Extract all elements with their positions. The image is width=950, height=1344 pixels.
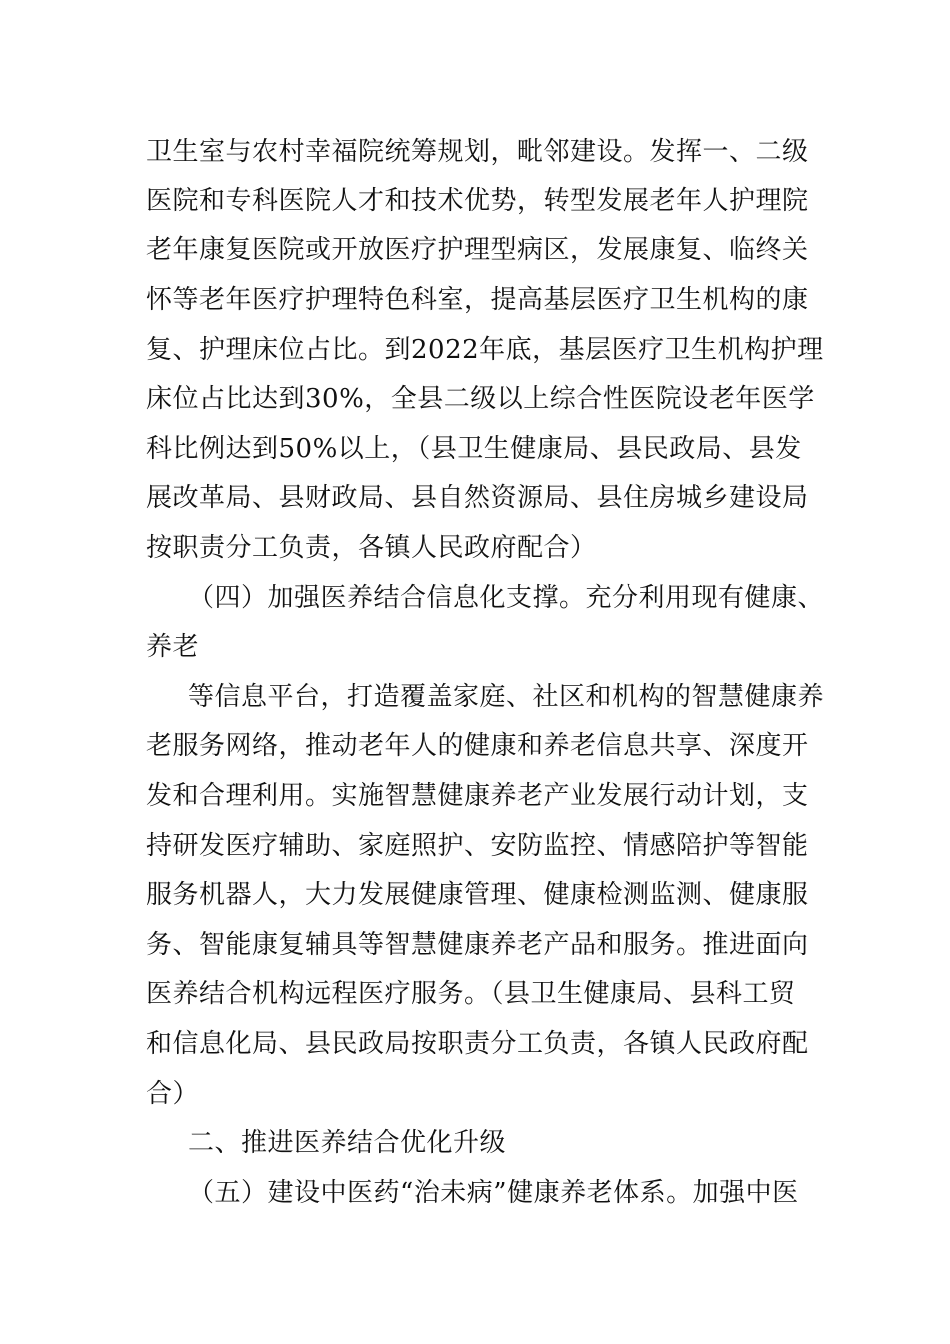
chapter-heading-2: 二、推进医养结合优化升级: [188, 1128, 507, 1158]
body-text-line: 持研发医疗辅助、家庭照护、安防监控、情感陪护等智能: [146, 831, 809, 861]
body-text-line: 服务机器人，大力发展健康管理、健康检测监测、健康服: [146, 880, 809, 910]
body-text-line: 和信息化局、县民政局按职责分工负责，各镇人民政府配: [146, 1029, 809, 1059]
body-text-line: 发和合理利用。实施智慧健康养老产业发展行动计划，支: [146, 781, 809, 811]
body-text-line: 医养结合机构远程医疗服务。（县卫生健康局、县科工贸: [146, 979, 796, 1009]
body-text-line: 床位占比达到30%，全县二级以上综合性医院设老年医学: [146, 384, 815, 414]
body-text-line: 展改革局、县财政局、县自然资源局、县住房城乡建设局: [146, 483, 809, 513]
section-heading-5: （五）建设中医药“治未病”健康养老体系。加强中医: [188, 1178, 799, 1208]
body-text-line: 怀等老年医疗护理特色科室，提高基层医疗卫生机构的康: [146, 285, 809, 315]
body-text-line: 合）: [146, 1079, 200, 1109]
body-text-line: 医院和专科医院人才和技术优势，转型发展老年人护理院: [146, 186, 809, 216]
body-text-line: 老年康复医院或开放医疗护理型病区，发展康复、临终关: [146, 235, 809, 265]
body-text-line: 老服务网络，推动老年人的健康和养老信息共享、深度开: [146, 731, 809, 761]
section-heading-4: （四）加强医养结合信息化支撑。充分利用现有健康、: [188, 583, 825, 613]
body-text-line: 科比例达到50%以上，（县卫生健康局、县民政局、县发: [146, 434, 802, 464]
body-text-line: 务、智能康复辅具等智慧健康养老产品和服务。推进面向: [146, 930, 809, 960]
body-text-line: 复、护理床位占比。到2022年底，基层医疗卫生机构护理: [146, 335, 824, 365]
body-text-line: 按职责分工负责，各镇人民政府配合）: [146, 533, 597, 563]
body-text-line: 等信息平台，打造覆盖家庭、社区和机构的智慧健康养: [188, 682, 825, 712]
body-text-line: 养老: [146, 632, 200, 662]
body-text-line: 卫生室与农村幸福院统筹规划，毗邻建设。发挥一、二级: [146, 137, 809, 167]
